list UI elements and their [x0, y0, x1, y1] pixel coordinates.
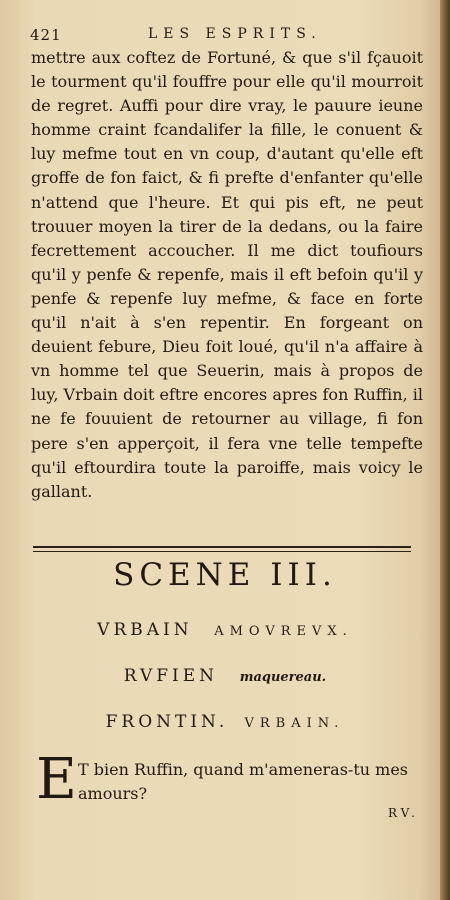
running-title: LES ESPRITS.	[148, 26, 322, 42]
catchword-speaker: RV.	[388, 806, 419, 820]
character-name: FRONTIN.	[105, 712, 229, 732]
page-number: 421	[30, 26, 62, 44]
drop-cap: E	[36, 747, 77, 812]
page-edge	[440, 0, 450, 900]
scene-title: SCENE III.	[113, 557, 337, 593]
dialogue-text: T bien Ruffin, quand m'ameneras-tu mes amours?	[78, 760, 409, 803]
divider-rule	[33, 546, 411, 548]
running-header	[30, 26, 425, 48]
character-name: RVFIEN	[123, 666, 219, 686]
character-line-2	[0, 666, 450, 686]
body-paragraph: mettre aux coftez de Fortuné, & que s'il fçauoit le tourment qu'il fouffre pour elle qu'il mourroit de regret. Auffi pour dire vray, le pauure ieune homme craint fcandalifer la fille, le conuent & luy mefme tout en vn coup, d'autant qu'elle eft groffe de fon faict, & fi prefte d'enfanter qu'elle n'attend que l'heure. Et qui pis eft, ne peut trouuer moyen la tirer de la dedans, ou la faire fecrettement accoucher. Il me dict toufiours qu'il y penfe & repenfe, mais il eft befoin qu'il y penfe & repenfe luy mefme, & face en forte qu'il n'ait à s'en repentir. En forgeant on deuient febure, Dieu foit loué, qu'il n'a affaire à vn homme tel que Seuerin, mais à propos de luy, Vrbain doit eftre encores apres fon Ruffin, il ne fe fouuient de retourner au village, fi fon pere s'en apperçoit, il fera vne telle tempefte qu'il eftourdira toute la paroiffe, mais voicy le gallant.	[31, 48, 423, 501]
character-line-3	[0, 712, 450, 732]
character-line-1	[0, 620, 450, 640]
divider-rule-thin	[33, 551, 411, 552]
character-desc: AMOVREVX.	[214, 624, 353, 639]
character-name: VRBAIN	[97, 620, 193, 640]
character-desc: VRBAIN.	[244, 716, 345, 731]
character-desc: maquereau.	[239, 670, 327, 685]
